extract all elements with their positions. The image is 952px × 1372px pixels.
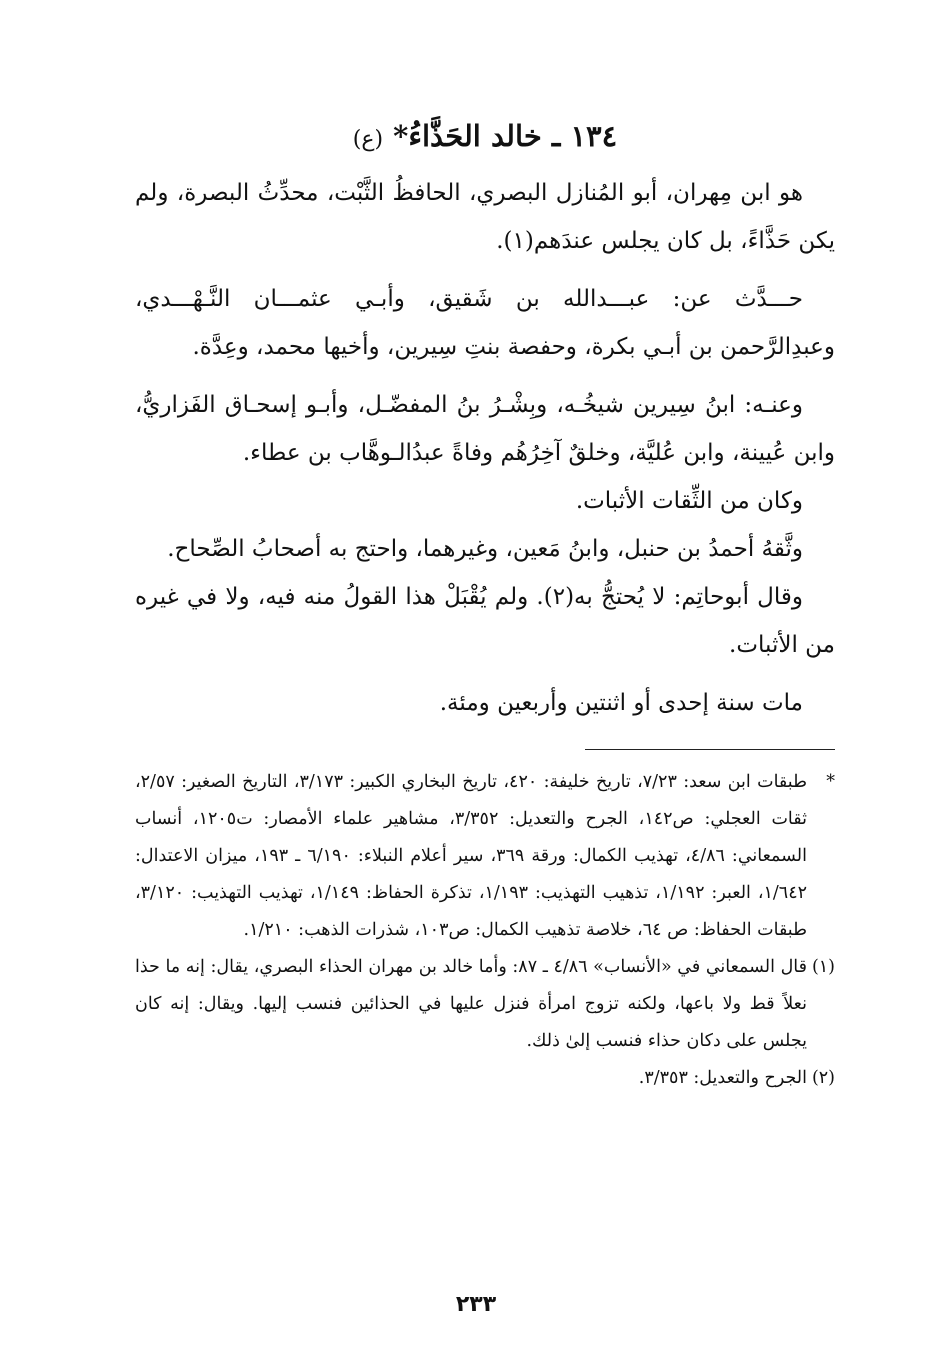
paragraph-authentication: وثَّقهُ أحمدُ بن حنبل، وابنُ مَعين، وغيرهما، واحتج به أصحابُ الصِّحاح.: [167, 536, 803, 562]
footnote-marker: *: [826, 772, 835, 792]
entry-title-tag: (ع): [352, 127, 384, 152]
footnote-sources: [135, 764, 835, 949]
footnote-divider: [585, 749, 835, 750]
paragraph-teachers: حـــدَّث عن: عبـــدالله بن شَقيق، وأبـي عثمـــان النَّـهْـــدي، وعبدِالرَّحمن بن أبـي بكرة، وحفصة بنتِ سِيرين، وأخيها محمد، وعِدَّة.: [135, 286, 835, 360]
page-number: ٢٣٣: [455, 1292, 497, 1317]
footnote-marker: (١): [811, 957, 835, 977]
paragraph-intro: هو ابن مِهران، أبو المُنازل البصري، الحافظُ الثَّبْت، محدِّثُ البصرة، ولم يكن حَذَّاءً، بل كان يجلس عندَهم(١).: [135, 180, 835, 254]
page-body: [135, 115, 835, 1097]
paragraph-students: وعنـه: ابنُ سِيرين شيخُـه، وبِشْـرُ بنُ المفضّـل، وأبـو إسحـاق الفَزاريُّ، وابن عُيينة، وابن عُليَّة، وخلقٌ آخِرُهُم وفاةً عبدُالـوهَّاب بن عطاء.: [135, 392, 835, 466]
paragraph-death: مات سنة إحدى أو اثنتين وأربعين ومئة.: [439, 690, 803, 716]
footnote-marker: (٢): [811, 1068, 835, 1088]
paragraph-trustworthy: وكان من الثِّقات الأثبات.: [575, 488, 803, 514]
footnote-text: الجرح والتعديل: ٣/٣٥٣.: [638, 1068, 807, 1088]
footnote-2: [135, 1060, 835, 1097]
footnote-1: [135, 949, 835, 1060]
paragraph-abu-hatim: وقال أبوحاتِم: لا يُحتجُّ به(٢). ولم يُقْبَلْ هذا القولُ منه فيه، ولا في غيره من الأثبات.: [135, 584, 835, 658]
entry-title-main: ١٣٤ ـ خالد الحَذَّاءُ*: [393, 119, 618, 153]
footnote-text: طبقات ابن سعد: ٧/٢٣، تاريخ خليفة: ٤٢٠، تاريخ البخاري الكبير: ٣/١٧٣، التاريخ الصغير: ٢/٥٧، ثقات العجلي: ص١٤٢، الجرح والتعديل: ٣/٣٥٢، مشاهير علماء الأمصار: ت١٢٠٥، أنساب السمعاني: ٤/٨٦، تهذيب الكمال: ورقة ٣٦٩، سير أعلام النبلاء: ٦/١٩٠ ـ ١٩٣، ميزان الاعتدال: ١/٦٤٢، العبر: ١/١٩٢، تذهيب التهذيب: ١/١٩٣، تذكرة الحفاظ: ١/١٤٩، تهذيب التهذيب: ٣/١٢٠، طبقات الحفاظ: ص ٦٤، خلاصة تذهيب الكمال: ص١٠٣، شذرات الذهب: ١/٢١٠.: [135, 772, 807, 940]
entry-title: [135, 115, 835, 157]
footnote-text: قال السمعاني في «الأنساب» ٤/٨٦ ـ ٨٧: وأما خالد بن مهران الحذاء البصري، يقال: إنه ما حذا نعلاً قط ولا باعها، ولكنه تزوج امرأة فنزل عليها في الحذائين فنسب إليها. ويقال: إنه كان يجلس على دكان حذاء فنسب إلىٰ ذلك.: [135, 957, 807, 1051]
